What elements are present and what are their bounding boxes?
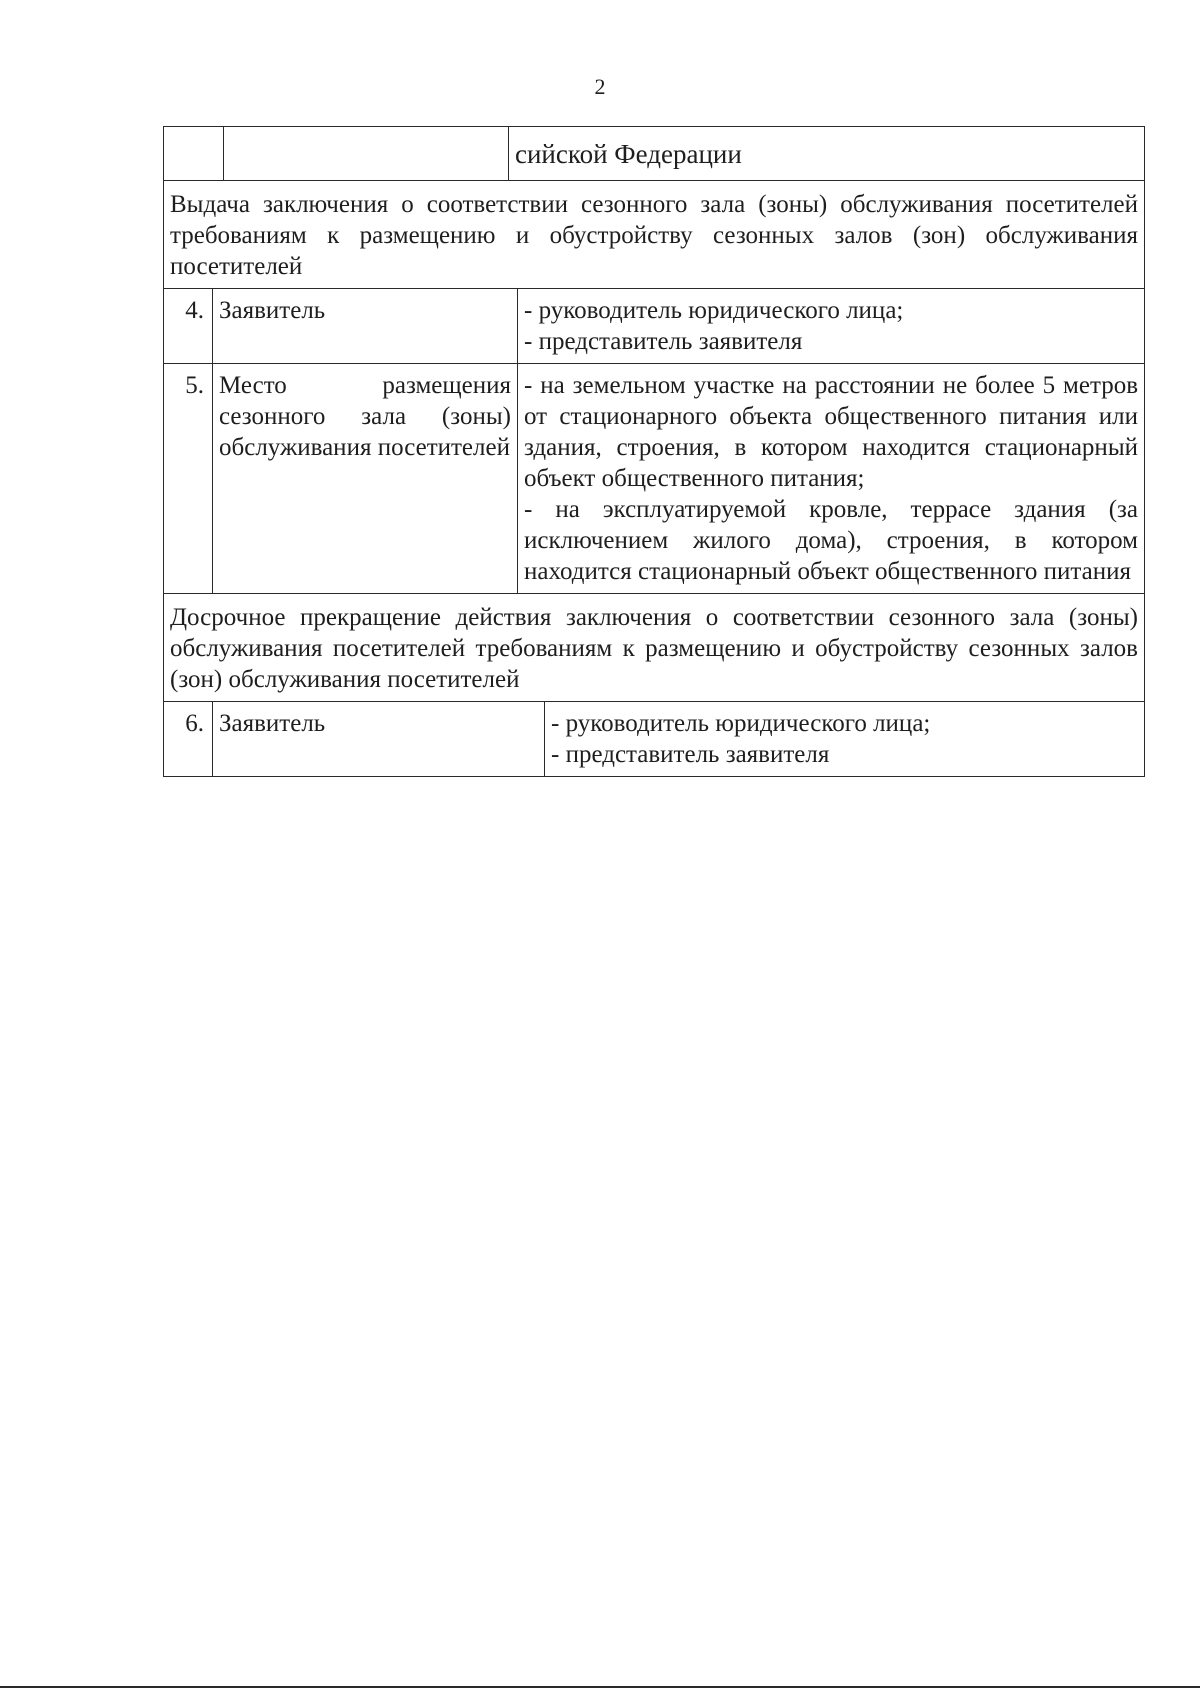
row-name-cell — [224, 127, 509, 180]
row-number: 4. — [164, 289, 213, 363]
row-number-cell — [164, 127, 224, 180]
value-line: - представитель заявителя — [551, 741, 830, 768]
section-header-issue — [164, 181, 1144, 289]
table-row-4 — [164, 289, 1144, 364]
page-bottom-rule — [0, 1686, 1200, 1688]
page-number: 2 — [594, 74, 606, 99]
value-line: - руководитель юридического лица; — [524, 297, 904, 324]
row-label: Место размещения сезонного зала (зоны) обслуживания посетителей — [213, 364, 518, 593]
value-line: - представитель заявителя — [524, 328, 803, 355]
row-label: Заявитель — [213, 289, 518, 363]
row-value-cell: сийской Федерации — [515, 139, 742, 169]
document-table — [163, 126, 1145, 777]
row-values — [518, 289, 1144, 363]
row-values — [518, 364, 1144, 593]
row-values — [545, 702, 1144, 776]
value-line: - руководитель юридического лица; — [551, 710, 931, 737]
table-row-continuation — [164, 127, 1144, 181]
table-row-5 — [164, 364, 1144, 594]
value-line: - на земельном участке на расстоянии не более 5 метров от стационарного объекта общественного питания или здания, строения, в котором находится стационарный объект общественного питания; — [524, 372, 1138, 492]
row-label: Заявитель — [213, 702, 545, 776]
value-line: - на эксплуатируемой кровле, террасе здания (за исключением жилого дома), строения, в котором находится стационарный объект общественного питания — [524, 496, 1138, 585]
section-title-issue: Выдача заключения о соответствии сезонного зала (зоны) обслуживания посетителей требованиям к размещению и обустройству сезонных залов (зон) обслуживания посетителей — [170, 191, 1138, 280]
table-row-6 — [164, 702, 1144, 776]
section-header-termination — [164, 594, 1144, 702]
row-number: 6. — [164, 702, 213, 776]
row-number: 5. — [164, 364, 213, 593]
section-title-termination: Досрочное прекращение действия заключения о соответствии сезонного зала (зоны) обслуживания посетителей требованиям к размещению и обустройству сезонных залов (зон) обслуживания посетителей — [170, 604, 1138, 693]
